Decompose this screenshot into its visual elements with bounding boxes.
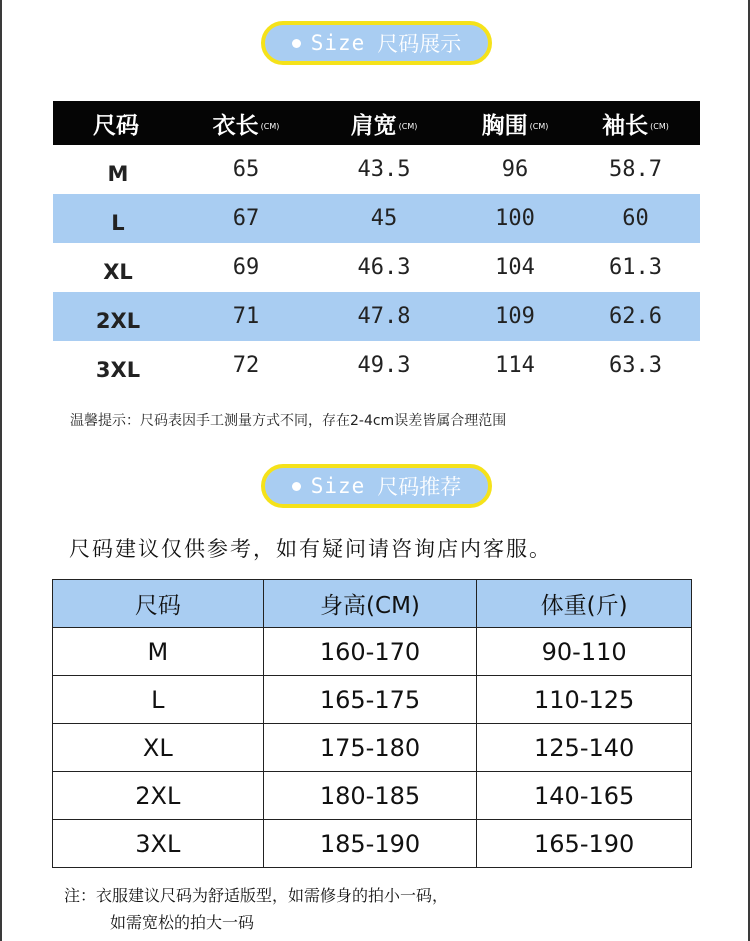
table-row (53, 145, 700, 194)
table-cell: 96 (501, 157, 529, 182)
table-cell: XL (53, 724, 264, 772)
table-row (53, 292, 700, 341)
table-row (53, 194, 700, 243)
table-row (53, 724, 692, 772)
table-cell: 71 (232, 304, 260, 329)
table-cell: 180-185 (263, 772, 477, 820)
table-cell: L (53, 676, 264, 724)
table-cell: 46.3 (357, 255, 411, 280)
table-cell: 165-175 (263, 676, 477, 724)
size-chart-header (53, 101, 700, 145)
table-cell: M (53, 628, 264, 676)
header-shoulder: 肩宽 (CM) (350, 112, 418, 139)
table-cell: 175-180 (263, 724, 477, 772)
table-cell: 63.3 (609, 353, 662, 378)
header-height: 身高(CM) (263, 580, 477, 628)
table-cell: 58.7 (609, 157, 662, 182)
table-cell: 160-170 (263, 628, 477, 676)
table-row (53, 341, 700, 390)
table-cell: 3XL (53, 820, 264, 868)
table-cell: 165-190 (477, 820, 692, 868)
table-cell: 61.3 (609, 255, 662, 280)
table-cell: 47.8 (357, 304, 411, 329)
header-sleeve: 袖长 (CM) (602, 112, 669, 139)
table-row (53, 820, 692, 868)
pill-size-label: Size (310, 474, 366, 498)
table-row (53, 772, 692, 820)
table-cell: 65 (232, 157, 260, 182)
fit-note-line-1: 注：衣服建议尺码为舒适版型，如需修身的拍小一码， (64, 886, 449, 905)
table-cell: 109 (495, 304, 535, 329)
table-cell: 62.6 (609, 304, 662, 329)
pill-title: 尺码推荐 (377, 475, 462, 499)
bullet-dot-icon (292, 482, 301, 491)
header-length: 衣长 (CM) (212, 112, 280, 139)
page-border-left (0, 0, 2, 941)
header-chest: 胸围 (CM) (481, 112, 549, 139)
table-cell: M (107, 161, 129, 186)
bullet-dot-icon (292, 39, 301, 48)
section-title-size-display (261, 21, 492, 65)
header-size: 尺码 (93, 112, 139, 139)
section-title-size-recommend (261, 464, 492, 508)
table-cell: 140-165 (477, 772, 692, 820)
table-cell: 110-125 (477, 676, 692, 724)
table-row (53, 676, 692, 724)
table-cell: 60 (622, 206, 649, 231)
size-recommend-table (52, 579, 692, 868)
table-cell: 3XL (95, 357, 141, 382)
measurement-tip: 温馨提示：尺码表因手工测量方式不同，存在2-4cm误差皆属合理范围 (70, 413, 507, 429)
header-weight: 体重(斤) (477, 580, 692, 628)
table-cell: 125-140 (477, 724, 692, 772)
pill-size-label: Size (310, 31, 366, 55)
table-row (53, 628, 692, 676)
table-header-row (53, 580, 692, 628)
fit-note-line-2: 如需宽松的拍大一码 (110, 913, 255, 932)
advice-text: 尺码建议仅供参考，如有疑问请咨询店内客服。 (69, 537, 552, 561)
table-cell: 114 (495, 353, 535, 378)
table-cell: 67 (232, 206, 260, 231)
table-cell: 43.5 (357, 157, 411, 182)
table-cell: 104 (495, 255, 535, 280)
table-cell: 72 (232, 353, 260, 378)
table-cell: 45 (370, 206, 398, 231)
table-cell: 185-190 (263, 820, 477, 868)
table-cell: 90-110 (477, 628, 692, 676)
table-cell: L (111, 210, 125, 235)
table-cell: 49.3 (357, 353, 411, 378)
header-size: 尺码 (53, 580, 264, 628)
table-row (53, 243, 700, 292)
size-chart-table (53, 101, 700, 390)
table-cell: 2XL (95, 308, 141, 333)
table-cell: XL (103, 259, 133, 284)
table-cell: 2XL (53, 772, 264, 820)
table-cell: 100 (495, 206, 535, 231)
pill-title: 尺码展示 (377, 32, 462, 56)
table-cell: 69 (232, 255, 260, 280)
